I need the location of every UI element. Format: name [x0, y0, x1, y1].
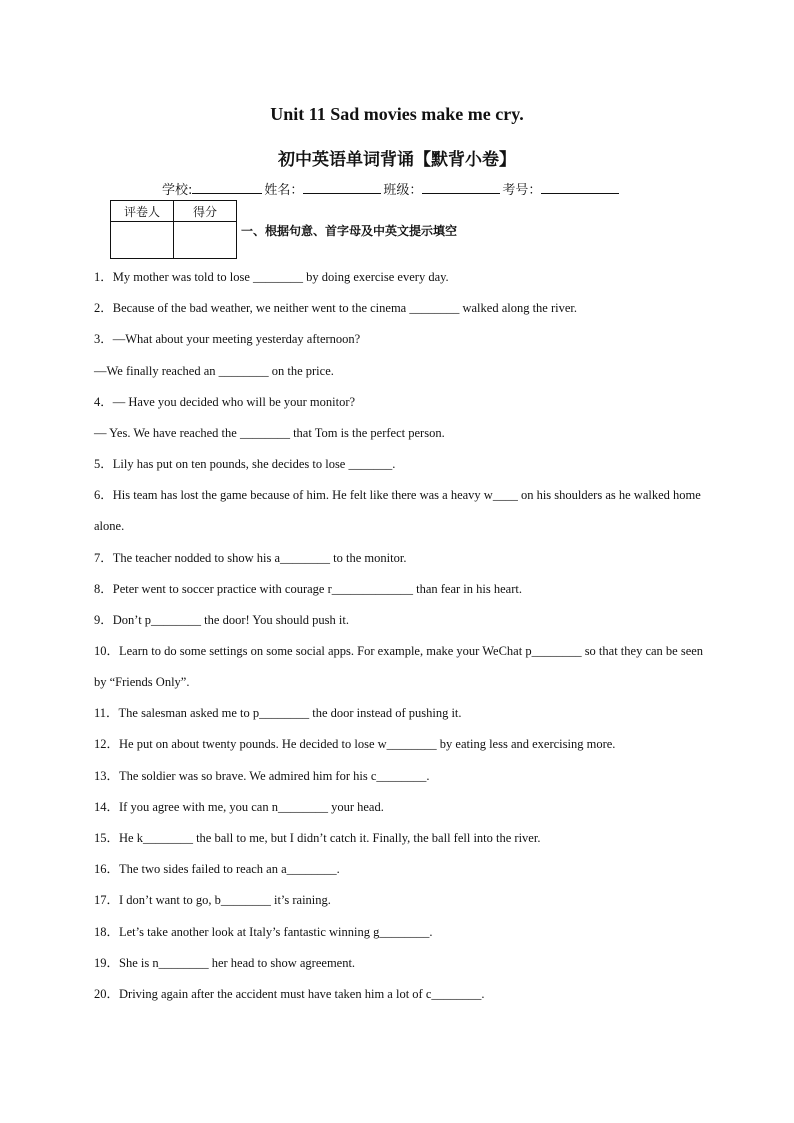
question-19: 19．She is n________ her head to show agreement. — [94, 956, 356, 970]
score-table — [110, 200, 237, 259]
question-12: 12．He put on about twenty pounds. He decided to lose w________ by eating less and exercising more. — [94, 737, 616, 751]
question-11: 11．The salesman asked me to p________ the door instead of pushing it. — [94, 706, 462, 720]
page-subtitle: 初中英语单词背诵【默背小卷】 — [278, 150, 516, 170]
score-header: 得分 — [174, 201, 237, 222]
class-field[interactable] — [422, 181, 500, 194]
question-18: 18．Let’s take another look at Italy’s fantastic winning g________. — [94, 925, 433, 939]
score-cell[interactable] — [174, 222, 237, 259]
number-label: 考号： — [502, 183, 542, 198]
grader-header: 评卷人 — [111, 201, 174, 222]
name-label: 姓名： — [264, 183, 304, 198]
question-13: 13．The soldier was so brave. We admired him for his c________. — [94, 769, 430, 783]
question-1: 1．My mother was told to lose ________ by doing exercise every day. — [94, 270, 449, 284]
question-9: 9．Don’t p________ the door! You should push it. — [94, 613, 349, 627]
number-field[interactable] — [541, 181, 619, 194]
name-field[interactable] — [303, 181, 381, 194]
question-8: 8．Peter went to soccer practice with courage r_____________ than fear in his heart. — [94, 582, 522, 596]
question-2: 2．Because of the bad weather, we neither went to the cinema ________ walked along the river. — [94, 301, 578, 315]
question-7: 7．The teacher nodded to show his a________ to the monitor. — [94, 551, 407, 565]
question-10: 10．Learn to do some settings on some social apps. For example, make your WeChat p________ so that they can be seen by “Friends Only”. — [94, 644, 704, 689]
question-20: 20．Driving again after the accident must have taken him a lot of c________. — [94, 987, 485, 1001]
school-label: 学校: — [162, 183, 193, 198]
question-4: 4．— Have you decided who will be your monitor? — [94, 395, 356, 409]
section-title: 一、根据句意、首字母及中英文提示填空 — [241, 224, 458, 238]
student-info-line — [162, 179, 621, 198]
school-field[interactable] — [192, 181, 262, 194]
page-title: Unit 11 Sad movies make me cry. — [270, 104, 524, 124]
question-14: 14．If you agree with me, you can n________ your head. — [94, 800, 384, 814]
question-3-reply: —We finally reached an ________ on the price. — [94, 364, 334, 378]
question-16: 16．The two sides failed to reach an a________. — [94, 862, 340, 876]
grader-cell[interactable] — [111, 222, 174, 259]
question-3: 3．—What about your meeting yesterday afternoon? — [94, 332, 361, 346]
question-6: 6．His team has lost the game because of him. He felt like there was a heavy w____ on his shoulders as he walked home alone. — [94, 488, 701, 533]
question-17: 17．I don’t want to go, b________ it’s raining. — [94, 893, 331, 907]
question-5: 5．Lily has put on ten pounds, she decides to lose _______. — [94, 457, 396, 471]
question-4-reply: — Yes. We have reached the ________ that Tom is the perfect person. — [94, 426, 445, 440]
question-15: 15．He k________ the ball to me, but I didn’t catch it. Finally, the ball fell into the river. — [94, 831, 541, 845]
class-label: 班级： — [383, 183, 423, 198]
